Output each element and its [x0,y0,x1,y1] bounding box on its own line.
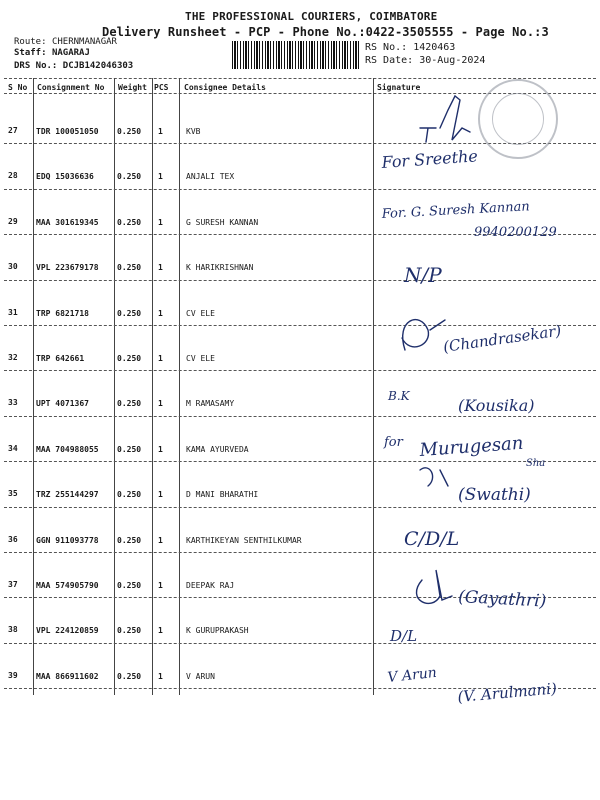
cell-weight: 0.250 [117,263,142,273]
cell-consignment: UPT 4071367 [36,399,89,409]
cell-sno: 27 [8,126,18,135]
cell-weight: 0.250 [117,399,142,409]
cell-consignment: MAA 574905790 [36,581,99,590]
cell-sno: 33 [8,398,18,408]
rs-no-label: RS No.: [365,42,408,53]
row-separator [4,643,596,644]
cell-consignee: M RAMASAMY [186,399,235,409]
staff-label: Staff: [14,48,47,58]
row-separator [4,189,596,190]
signature-scribble [416,570,452,603]
cell-weight: 0.250 [117,308,142,318]
signature-text: V Arun [386,664,438,686]
cell-weight: 0.250 [117,626,142,636]
cell-pcs: 1 [158,263,163,273]
row-separator [4,370,596,371]
col-consignee: Consignee Details [184,83,266,92]
signature-text: B.K [388,389,410,403]
row-separator [4,507,596,508]
company-name: THE PROFESSIONAL COURIERS, COIMBATORE [185,10,438,23]
route-value: CHERNMANAGAR [51,37,117,47]
cell-pcs: 1 [158,217,163,227]
rs-date-value: 30-Aug-2024 [419,55,486,66]
cell-consignee: CV ELE [186,308,215,318]
cell-pcs: 1 [158,535,163,545]
route-label: Route: [14,37,47,47]
staff-value: NAGARAJ [51,48,90,58]
cell-pcs: 1 [158,490,163,500]
cell-sno: 32 [8,353,18,362]
column-divider [114,78,115,695]
row-separator [4,325,596,326]
row-separator [4,552,596,553]
row-separator [4,688,596,689]
barcode [232,41,360,69]
column-divider [33,78,34,695]
row-separator [4,416,596,417]
row-separator [4,461,596,462]
signature-text: D/L [390,627,418,645]
signature-text: (Kousika) [458,396,535,415]
signature-text: (V. Arulmani) [456,679,558,706]
cell-weight: 0.250 [117,671,142,681]
cell-pcs: 1 [158,127,163,136]
cell-sno: 28 [8,171,18,181]
col-sno: S No [8,83,28,92]
cell-consignee: CV ELE [186,354,215,363]
cell-consignment: VPL 223679178 [36,263,99,273]
cell-sno: 35 [8,489,18,499]
cell-consignee: KAMA AYURVEDA [186,444,249,454]
cell-consignment: MAA 704988055 [36,444,99,454]
signature-scribble [420,96,470,142]
table-top-rule [4,78,596,79]
cell-consignment: MAA 301619345 [36,217,99,227]
cell-pcs: 1 [158,444,163,454]
cell-consignee: V ARUN [186,671,215,681]
column-divider [373,78,374,695]
row-separator [4,597,596,598]
cell-weight: 0.250 [117,581,142,590]
signature-text: N/P [404,263,442,287]
cell-sno: 29 [8,216,18,226]
cell-consignee: D MANI BHARATHI [186,490,259,500]
cell-weight: 0.250 [117,172,142,182]
col-weight: Weight [118,83,147,92]
route-line [14,37,117,47]
cell-pcs: 1 [158,581,163,590]
cell-sno: 38 [8,625,18,635]
signature-text: (Gayathri) [457,587,547,612]
signature-scribble [420,468,448,486]
drs-value: DCJB142046303 [62,61,134,71]
cell-consignee: DEEPAK RAJ [186,581,235,590]
rs-date-label: RS Date: [365,55,414,66]
cell-pcs: 1 [158,626,163,636]
cell-weight: 0.250 [117,354,142,363]
cell-consignment: TRP 642661 [36,354,85,363]
cell-sno: 30 [8,262,18,272]
row-separator [4,280,596,281]
cell-consignment: EDQ 15036636 [36,172,94,182]
cell-sno: 31 [8,307,18,317]
col-signature: Signature [377,83,421,92]
cell-sno: 39 [8,670,18,680]
cell-consignee: KVB [186,127,201,136]
cell-consignment: TDR 100051050 [36,127,99,136]
cell-consignment: TRP 6821718 [36,308,89,318]
cell-consignee: K GURUPRAKASH [186,626,249,636]
row-separator [4,234,596,235]
cell-sno: 34 [8,443,18,453]
signature-text: (Chandrasekar) [442,321,563,356]
staff-line [14,48,90,58]
rs-no-value: 1420463 [413,42,456,53]
rs-no-line [365,42,455,53]
cell-pcs: 1 [158,308,163,318]
cell-weight: 0.250 [117,127,142,136]
column-divider [179,78,180,695]
signature-text: Murugesan [418,432,525,461]
signature-text: Sha [526,458,546,469]
cell-pcs: 1 [158,399,163,409]
cell-consignee: ANJALI TEX [186,172,235,182]
cell-weight: 0.250 [117,444,142,454]
cell-pcs: 1 [158,172,163,182]
signature-text: for [384,435,403,450]
signature-text: For Sreethe [380,146,479,172]
cell-consignment: GGN 911093778 [36,535,99,545]
signature-text: C/D/L [404,528,460,550]
signature-text: 9940200129 [474,225,557,240]
signature-text: (Swathi) [458,485,531,505]
col-consignment: Consignment No [37,83,105,92]
drs-line [14,61,133,71]
cell-weight: 0.250 [117,217,142,227]
cell-consignment: TRZ 255144297 [36,490,99,500]
cell-pcs: 1 [158,354,163,363]
company-stamp [478,79,558,159]
cell-weight: 0.250 [117,535,142,545]
drs-label: DRS No.: [14,61,58,71]
signature-text: For. G. Suresh Kannan [381,199,531,222]
cell-weight: 0.250 [117,490,142,500]
rs-date-line [365,55,485,66]
cell-consignment: VPL 224120859 [36,626,99,636]
cell-sno: 37 [8,580,18,589]
cell-consignment: MAA 866911602 [36,671,99,681]
cell-consignee: K HARIKRISHNAN [186,263,254,273]
cell-pcs: 1 [158,671,163,681]
column-divider [152,78,153,695]
cell-consignee: G SURESH KANNAN [186,217,259,227]
col-pcs: PCS [154,83,169,92]
runsheet-title: Delivery Runsheet - PCP - Phone No.:0422-3505555 - Page No.:3 [102,25,549,39]
cell-sno: 36 [8,534,18,544]
cell-consignee: KARTHIKEYAN SENTHILKUMAR [186,535,302,545]
